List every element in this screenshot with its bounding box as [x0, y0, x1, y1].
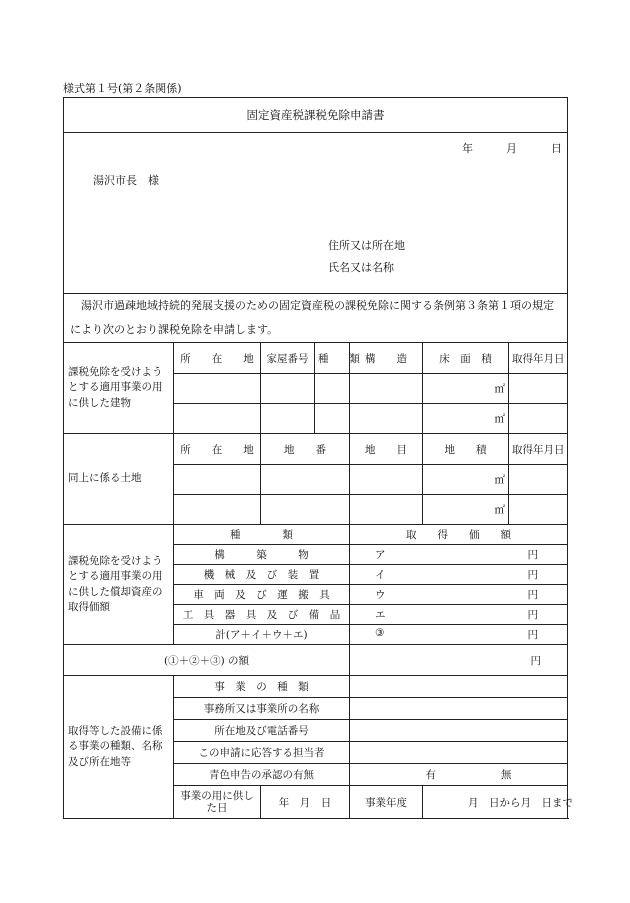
bld-h-location: 所 在 地 [174, 343, 261, 374]
land-h-lot-no: 地 番 [261, 434, 350, 465]
depreciable-label: 課税免除を受けようとする適用事業の用に供した償却資産の取得価額 [64, 525, 174, 645]
yen-unit: 円 [527, 609, 539, 621]
area-unit: ㎡ [494, 474, 505, 486]
land-r1-area[interactable] [423, 465, 509, 495]
yen-unit: 円 [530, 654, 542, 667]
bld-r2-date[interactable] [509, 404, 568, 434]
bld-r1-date[interactable] [509, 374, 568, 404]
grand-total-value[interactable] [350, 645, 568, 676]
dep-price-i[interactable] [350, 565, 568, 585]
use-date-value[interactable]: 年 月 日 [261, 786, 350, 819]
bld-r1-type[interactable] [315, 374, 350, 404]
bld-r2-house-no[interactable] [261, 404, 315, 434]
mark-a: ア [375, 549, 386, 561]
name-label: 氏名又は名称 [328, 261, 394, 274]
bld-r1-area[interactable] [423, 374, 509, 404]
address-label: 住所又は所在地 [328, 239, 405, 252]
buildings-label: 課税免除を受けようとする適用事業の用に供した建物 [64, 343, 174, 434]
land-r2-location[interactable] [174, 495, 261, 525]
dep-h-price: 取 得 価 額 [350, 525, 568, 545]
fiscal-year-value[interactable] [423, 786, 573, 819]
bld-h-acq-date: 取得年月日 [509, 343, 568, 374]
bld-r2-structure[interactable] [350, 404, 423, 434]
bld-h-structure: 構 造 [350, 343, 423, 374]
grand-total-label: (①＋②＋③) の額 [64, 645, 350, 676]
dep-h-kind: 種 類 [174, 525, 350, 545]
land-label: 同上に係る土地 [64, 434, 174, 525]
yen-unit: 円 [527, 569, 539, 581]
application-form [63, 97, 573, 819]
form-number: 様式第１号(第２条関係) [63, 82, 182, 95]
blue-return-no[interactable]: 無 [501, 769, 512, 781]
biz-office-name-value[interactable] [350, 698, 568, 720]
intro-text: 湯沢市過疎地域持続的発展支援のための固定資産税の課税免除に関する条例第３条第１項の規定により次のとおり課税免除を申請します。 [70, 299, 554, 336]
land-r1-date[interactable] [509, 465, 568, 495]
bld-h-type: 種 類 [315, 343, 350, 374]
dep-kind-structures: 構 築 物 [174, 545, 350, 565]
bld-h-house-no: 家屋番号 [261, 343, 315, 374]
dep-kind-vehicles: 車 両 及 び 運 搬 具 [174, 585, 350, 605]
date-month: 月 [506, 142, 517, 155]
date-day: 日 [551, 142, 562, 155]
land-r2-area[interactable] [423, 495, 509, 525]
biz-item-address-phone: 所在地及び電話番号 [174, 720, 350, 742]
date-year: 年 [462, 142, 473, 155]
dep-price-total[interactable] [350, 625, 568, 645]
bld-r1-structure[interactable] [350, 374, 423, 404]
land-h-acq-date: 取得年月日 [509, 434, 568, 465]
mark-i: イ [375, 569, 386, 581]
biz-item-blue-return: 青色申告の承認の有無 [174, 764, 350, 786]
mark-u: ウ [375, 589, 386, 601]
area-unit: ㎡ [494, 383, 505, 395]
blue-return-yes[interactable]: 有 [425, 769, 436, 781]
bld-h-floor-area: 床 面 積 [423, 343, 509, 374]
fiscal-year-label: 事業年度 [350, 786, 423, 819]
land-r1-location[interactable] [174, 465, 261, 495]
dep-price-a[interactable] [350, 545, 568, 565]
yen-unit: 円 [527, 629, 539, 641]
land-r1-category[interactable] [350, 465, 423, 495]
land-h-category: 地 目 [350, 434, 423, 465]
intro-cell [64, 294, 568, 343]
business-label: 取得等した設備に係る事業の種類、名称及び所在地等 [64, 676, 174, 819]
dep-price-u[interactable] [350, 585, 568, 605]
yen-unit: 円 [527, 589, 539, 601]
bld-r1-location[interactable] [174, 374, 261, 404]
biz-address-phone-value[interactable] [350, 720, 568, 742]
bld-r2-area[interactable] [423, 404, 509, 434]
dep-kind-machinery: 機 械 及 び 装 置 [174, 565, 350, 585]
blue-return-choice[interactable] [350, 764, 568, 786]
land-h-location: 所 在 地 [174, 434, 261, 465]
biz-item-contact: この申請に応答する担当者 [174, 742, 350, 764]
bld-r1-house-no[interactable] [261, 374, 315, 404]
dep-kind-total: 計(ア＋イ＋ウ＋エ) [174, 625, 350, 645]
land-r2-category[interactable] [350, 495, 423, 525]
dep-price-e[interactable] [350, 605, 568, 625]
land-h-area: 地 積 [423, 434, 509, 465]
yen-unit: 円 [527, 549, 539, 561]
use-date-label: 事業の用に供した日 [174, 786, 261, 819]
mark-3: ③ [375, 627, 385, 639]
area-unit: ㎡ [494, 413, 505, 425]
fiscal-from: 月 日から [468, 796, 521, 809]
biz-contact-value[interactable] [350, 742, 568, 764]
bld-r2-type[interactable] [315, 404, 350, 434]
biz-item-type: 事 業 の 種 類 [174, 676, 350, 698]
area-unit: ㎡ [494, 504, 505, 516]
dep-kind-tools: 工 具 器 具 及 び 備 品 [174, 605, 350, 625]
land-r1-lot-no[interactable] [261, 465, 350, 495]
applicant-section [64, 133, 568, 294]
form-title: 固定資産税課税免除申請書 [64, 98, 568, 133]
land-r2-lot-no[interactable] [261, 495, 350, 525]
mark-e: エ [375, 609, 386, 621]
land-r2-date[interactable] [509, 495, 568, 525]
fiscal-to: 月 日まで [520, 796, 573, 809]
biz-item-office-name: 事務所又は事業所の名称 [174, 698, 350, 720]
bld-r2-location[interactable] [174, 404, 261, 434]
addressee: 湯沢市長 様 [93, 174, 159, 187]
biz-type-value[interactable] [350, 676, 568, 698]
